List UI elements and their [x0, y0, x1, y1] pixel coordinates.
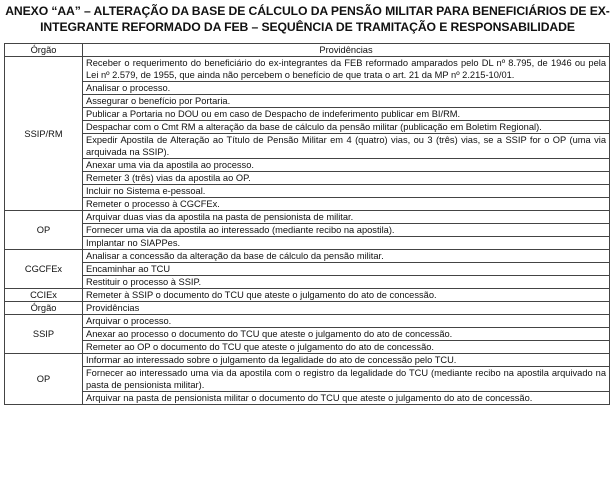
table-row [5, 250, 610, 263]
table-row [5, 211, 610, 224]
table-row [5, 367, 610, 392]
providencia-cell: Analisar a concessão da alteração da base de cálculo da pensão militar. [83, 250, 610, 263]
table-row [5, 392, 610, 405]
table-row [5, 263, 610, 276]
title-line-1: ANEXO “AA” – ALTERAÇÃO DA BASE DE CÁLCULO DA PENSÃO MILITAR PARA BENEFICIÁRIOS DE EX- [5, 4, 610, 18]
providencia-cell: Remeter o processo à CGCFEx. [83, 198, 610, 211]
table-row [5, 121, 610, 134]
table-row [5, 237, 610, 250]
table-row [5, 328, 610, 341]
providencia-cell: Fornecer ao interessado uma via da apostila com o registro da legalidade do TCU (mediante recibo na apostila arquivado na pasta de pensionista militar). [83, 367, 610, 392]
header-providencias: Providências [83, 44, 610, 57]
providencia-cell: Receber o requerimento do beneficiário do ex-integrantes da FEB reformado amparados pelo DL nº 8.795, de 1946 ou pela Lei nº 2.579, de 1955, que ainda não percebem o benefício de que trata o art. 21 da MP nº 2.215-10/01. [83, 57, 610, 82]
org-cell-cciex: CCIEx [5, 289, 83, 302]
table-header-row [5, 44, 610, 57]
table-row [5, 289, 610, 302]
providencia-cell: Informar ao interessado sobre o julgamento da legalidade do ato de concessão pelo TCU. [83, 354, 610, 367]
table-row [5, 341, 610, 354]
title-line-2: INTEGRANTE REFORMADO DA FEB – SEQUÊNCIA DE TRAMITAÇÃO E RESPONSABILIDADE [40, 20, 575, 34]
table-row [5, 276, 610, 289]
providencia-cell: Analisar o processo. [83, 82, 610, 95]
providencia-cell: Remeter 3 (três) vias da apostila ao OP. [83, 172, 610, 185]
org-cell-cgcfex: CGCFEx [5, 250, 83, 289]
providencia-cell: Remeter à SSIP o documento do TCU que ateste o julgamento do ato de concessão. [83, 289, 610, 302]
org-cell-op: OP [5, 211, 83, 250]
providencia-cell: Anexar uma via da apostila ao processo. [83, 159, 610, 172]
document-title [4, 3, 611, 35]
table-row [5, 198, 610, 211]
table-row [5, 134, 610, 159]
providencia-cell: Publicar a Portaria no DOU ou em caso de Despacho de indeferimento publicar em BI/RM. [83, 108, 610, 121]
table-row [5, 224, 610, 237]
providencia-cell: Remeter ao OP o documento do TCU que ateste o julgamento do ato de concessão. [83, 341, 610, 354]
table-row [5, 315, 610, 328]
table-row [5, 95, 610, 108]
providencia-cell: Assegurar o benefício por Portaria. [83, 95, 610, 108]
subheader-providencias: Providências [83, 302, 610, 315]
table-row [5, 108, 610, 121]
providencia-cell: Implantar no SIAPPes. [83, 237, 610, 250]
table-row [5, 185, 610, 198]
providencia-cell: Fornecer uma via da apostila ao interessado (mediante recibo na apostila). [83, 224, 610, 237]
table-row [5, 172, 610, 185]
table-row [5, 159, 610, 172]
providencia-cell: Anexar ao processo o documento do TCU que ateste o julgamento do ato de concessão. [83, 328, 610, 341]
providencia-cell: Arquivar o processo. [83, 315, 610, 328]
providencia-cell: Restituir o processo à SSIP. [83, 276, 610, 289]
table-row [5, 82, 610, 95]
subheader-orgao: Órgão [5, 302, 83, 315]
providencia-cell: Encaminhar ao TCU [83, 263, 610, 276]
org-cell-ssip-rm: SSIP/RM [5, 57, 83, 211]
table-row [5, 57, 610, 82]
org-cell-ssip: SSIP [5, 315, 83, 354]
header-orgao: Órgão [5, 44, 83, 57]
table-subheader-row [5, 302, 610, 315]
providencia-cell: Incluir no Sistema e-pessoal. [83, 185, 610, 198]
providencia-cell: Expedir Apostila de Alteração ao Título de Pensão Militar em 4 (quatro) vias, ou 3 (três) vias, se a SSIP for o OP (uma via arquivada na SSIP). [83, 134, 610, 159]
providencia-cell: Arquivar duas vias da apostila na pasta de pensionista de militar. [83, 211, 610, 224]
providencia-cell: Arquivar na pasta de pensionista militar o documento do TCU que ateste o julgamento do ato de concessão. [83, 392, 610, 405]
providencia-cell: Despachar com o Cmt RM a alteração da base de cálculo da pensão militar (publicação em Boletim Regional). [83, 121, 610, 134]
org-cell-op-2: OP [5, 354, 83, 405]
procedures-table [4, 43, 610, 405]
table-row [5, 354, 610, 367]
